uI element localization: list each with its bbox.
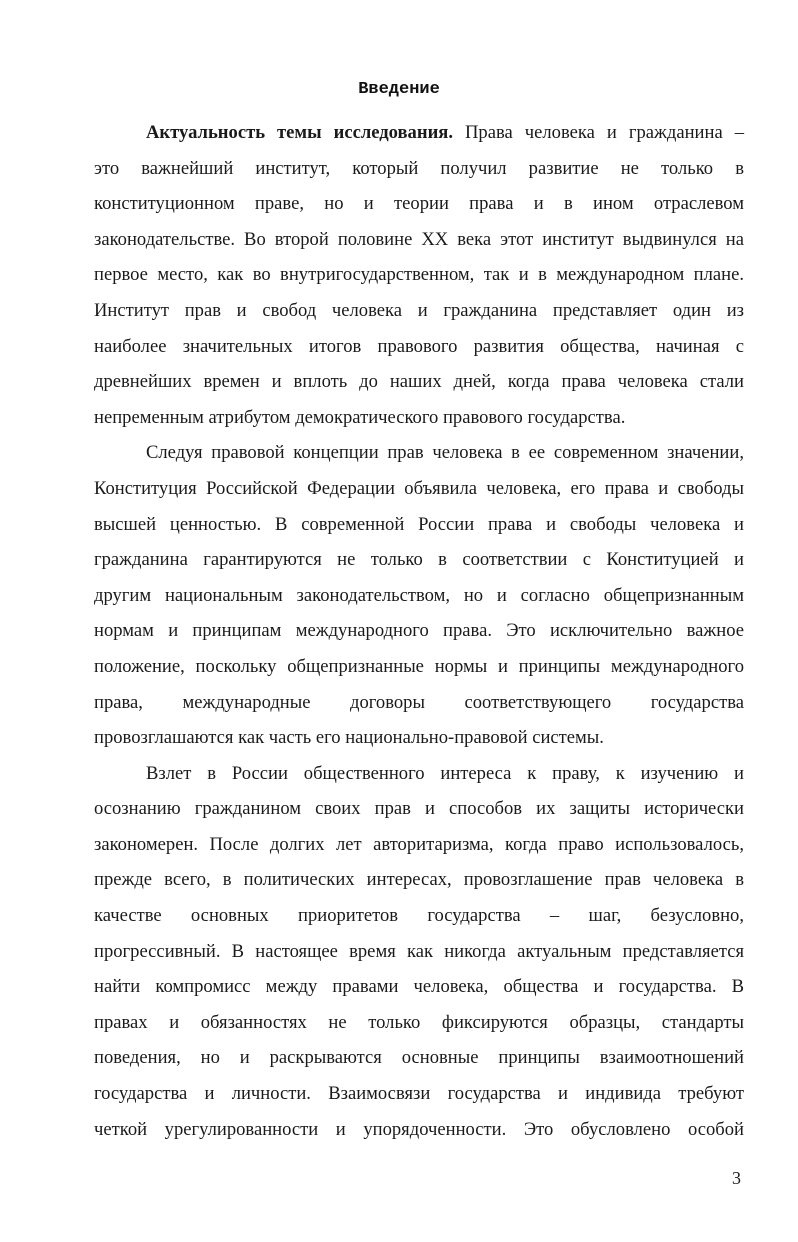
text-line: прогрессивный. В настоящее время как никогда актуальным представляется — [94, 940, 744, 962]
text-line: Институт прав и свобод человека и гражданина представляет один из — [94, 299, 744, 321]
text-line: Взлет в России общественного интереса к праву, к изучению и — [146, 762, 744, 784]
text-line: другим национальным законодательством, но и согласно общепризнанным — [94, 584, 744, 606]
text-line: древнейших времен и вплоть до наших дней, когда права человека стали — [94, 371, 744, 393]
paragraph-2 — [94, 435, 744, 755]
text-line: поведения, но и раскрываются основные принципы взаимоотношений — [94, 1047, 744, 1069]
lead-bold-phrase: Актуальность темы исследования. — [146, 122, 453, 143]
text-line: высшей ценностью. В современной России права и свободы человека и — [94, 513, 744, 535]
text-line: провозглашаются как часть его национально-правовой системы. — [94, 727, 604, 749]
text-line: прежде всего, в политических интересах, провозглашение прав человека в — [94, 869, 744, 891]
text-line: первое место, как во внутригосударственном, так и в международном плане. — [94, 264, 744, 286]
text-line: государства и личности. Взаимосвязи государства и индивида требуют — [94, 1083, 744, 1105]
section-heading: Введение — [358, 80, 440, 99]
body-text — [94, 115, 744, 1147]
text-line: нормам и принципам международного права. Это исключительно важное — [94, 620, 744, 642]
text-line: осознанию гражданином своих прав и способов их защиты исторически — [94, 798, 744, 820]
text-line: конституционном праве, но и теории права и в ином отраслевом — [94, 193, 744, 215]
text-line: четкой урегулированности и упорядоченности. Это обусловлено особой — [94, 1118, 744, 1140]
page-number: 3 — [732, 1168, 741, 1188]
text-line: положение, поскольку общепризнанные нормы и принципы международного — [94, 655, 744, 677]
text-line: непременным атрибутом демократического правового государства. — [94, 406, 626, 428]
text-line: законодательстве. Во второй половине XX века этот институт выдвинулся на — [94, 228, 744, 250]
paragraph-3 — [94, 756, 744, 1148]
text-line: Актуальность темы исследования. Права человека и гражданина – — [146, 122, 744, 143]
text-line: Конституция Российской Федерации объявила человека, его права и свободы — [94, 477, 744, 499]
text-line: правах и обязанностях не только фиксируются образцы, стандарты — [94, 1011, 744, 1033]
text-line: это важнейший институт, который получил развитие не только в — [94, 157, 744, 179]
text-line: права, международные договоры соответствующего государства — [94, 691, 744, 713]
paragraph-1 — [94, 115, 744, 435]
text-line: закономерен. После долгих лет авторитаризма, когда право использовалось, — [94, 833, 744, 855]
text-line: найти компромисс между правами человека, общества и государства. В — [94, 976, 744, 998]
text-line: Следуя правовой концепции прав человека в ее современном значении, — [146, 442, 744, 464]
text-line: гражданина гарантируются не только в соответствии с Конституцией и — [94, 549, 744, 571]
text-line: качестве основных приоритетов государства – шаг, безусловно, — [94, 905, 744, 927]
text-line: наиболее значительных итогов правового развития общества, начиная с — [94, 335, 744, 357]
